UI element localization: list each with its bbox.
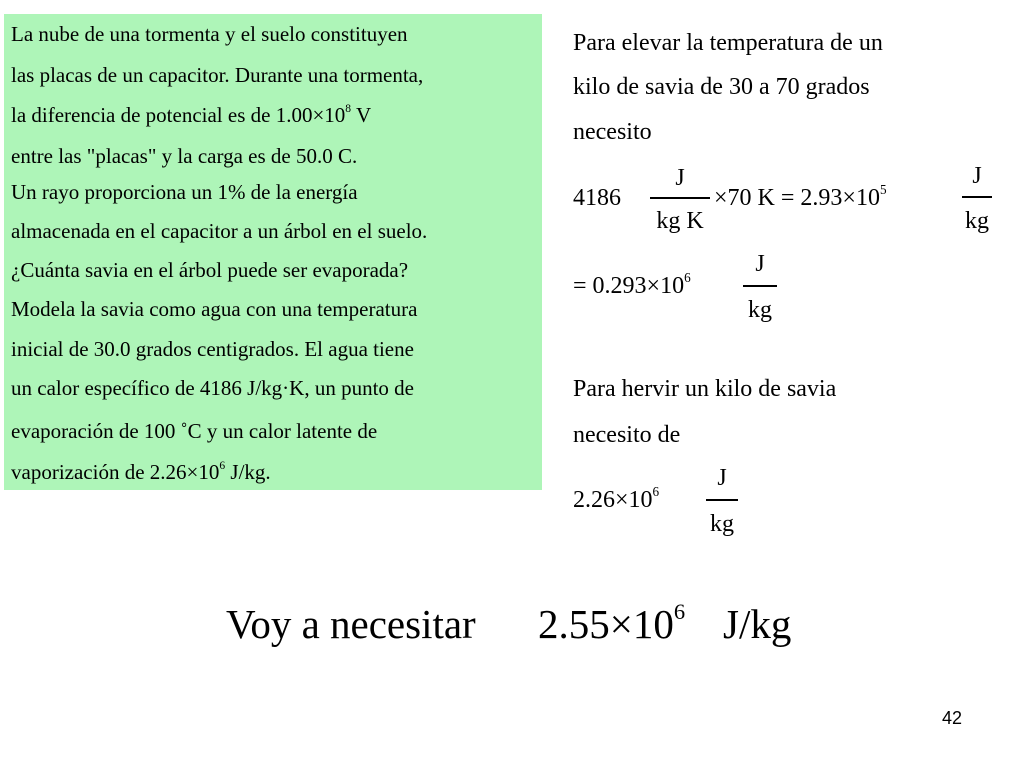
- problem-line: un calor específico de 4186 J/kg·K, un punto de: [11, 376, 414, 400]
- fraction-bar: [743, 285, 777, 287]
- equation-coefficient: 4186: [573, 185, 621, 211]
- equation-middle: [714, 181, 887, 211]
- problem-line: Modela la savia como agua con una temperatura: [11, 297, 418, 321]
- problem-text: la diferencia de potencial es de 1.00×10: [11, 103, 346, 127]
- problem-line: evaporación de 100 ˚C y un calor latente de: [11, 419, 378, 443]
- problem-line: las placas de un capacitor. Durante una tormenta,: [11, 63, 424, 87]
- fraction-denominator: kg: [965, 208, 989, 234]
- problem-text: J/kg.: [225, 460, 271, 484]
- equation-text: = 0.293×10: [573, 273, 685, 299]
- fraction-numerator: J: [675, 165, 685, 191]
- conclusion-prefix: Voy a necesitar: [226, 601, 476, 647]
- problem-line: almacenada en el capacitor a un árbol en el suelo.: [11, 219, 428, 243]
- conclusion-value: [538, 598, 686, 647]
- solution-text: kilo de savia de 30 a 70 grados: [573, 74, 870, 100]
- latent-heat-value: [573, 483, 660, 513]
- equation-result: [573, 269, 691, 299]
- page-number: 42: [941, 708, 962, 728]
- fraction-numerator: J: [755, 251, 765, 277]
- solution-text: Para hervir un kilo de savia: [573, 376, 837, 402]
- problem-line: ¿Cuánta savia en el árbol puede ser evaporada?: [11, 258, 409, 282]
- exponent: 8: [345, 103, 352, 116]
- equation-text: ×70 K = 2.93×10: [714, 185, 880, 211]
- solution-text: necesito: [573, 119, 652, 145]
- problem-line: La nube de una tormenta y el suelo constituyen: [11, 22, 408, 46]
- problem-text: vaporización de 2.26×10: [11, 460, 220, 484]
- fraction-denominator: kg K: [656, 208, 704, 234]
- problem-text: V: [351, 103, 372, 127]
- problem-line: Un rayo proporciona un 1% de la energía: [11, 180, 358, 204]
- fraction-denominator: kg: [710, 511, 734, 537]
- exponent: 6: [673, 598, 686, 624]
- conclusion-unit: J/kg: [723, 601, 792, 647]
- solution-text: necesito de: [573, 422, 681, 448]
- problem-line: [11, 105, 371, 126]
- exponent: 5: [879, 181, 887, 197]
- fraction-numerator: J: [717, 465, 727, 491]
- problem-line: [11, 462, 271, 483]
- exponent: 6: [652, 483, 660, 499]
- solution-text: Para elevar la temperatura de un: [573, 30, 883, 56]
- exponent: 6: [684, 269, 691, 285]
- equation-text: 2.26×10: [573, 487, 653, 513]
- fraction-numerator: J: [972, 163, 982, 189]
- fraction-denominator: kg: [748, 297, 772, 323]
- fraction-bar: [962, 196, 992, 198]
- problem-line: entre las "placas" y la carga es de 50.0 C.: [11, 144, 358, 168]
- problem-statement-box: [4, 14, 542, 490]
- conclusion-number: 2.55×10: [538, 601, 674, 647]
- fraction-bar: [650, 197, 710, 199]
- fraction-bar: [706, 499, 738, 501]
- problem-line: inicial de 30.0 grados centigrados. El agua tiene: [11, 337, 414, 361]
- exponent: 6: [219, 460, 226, 473]
